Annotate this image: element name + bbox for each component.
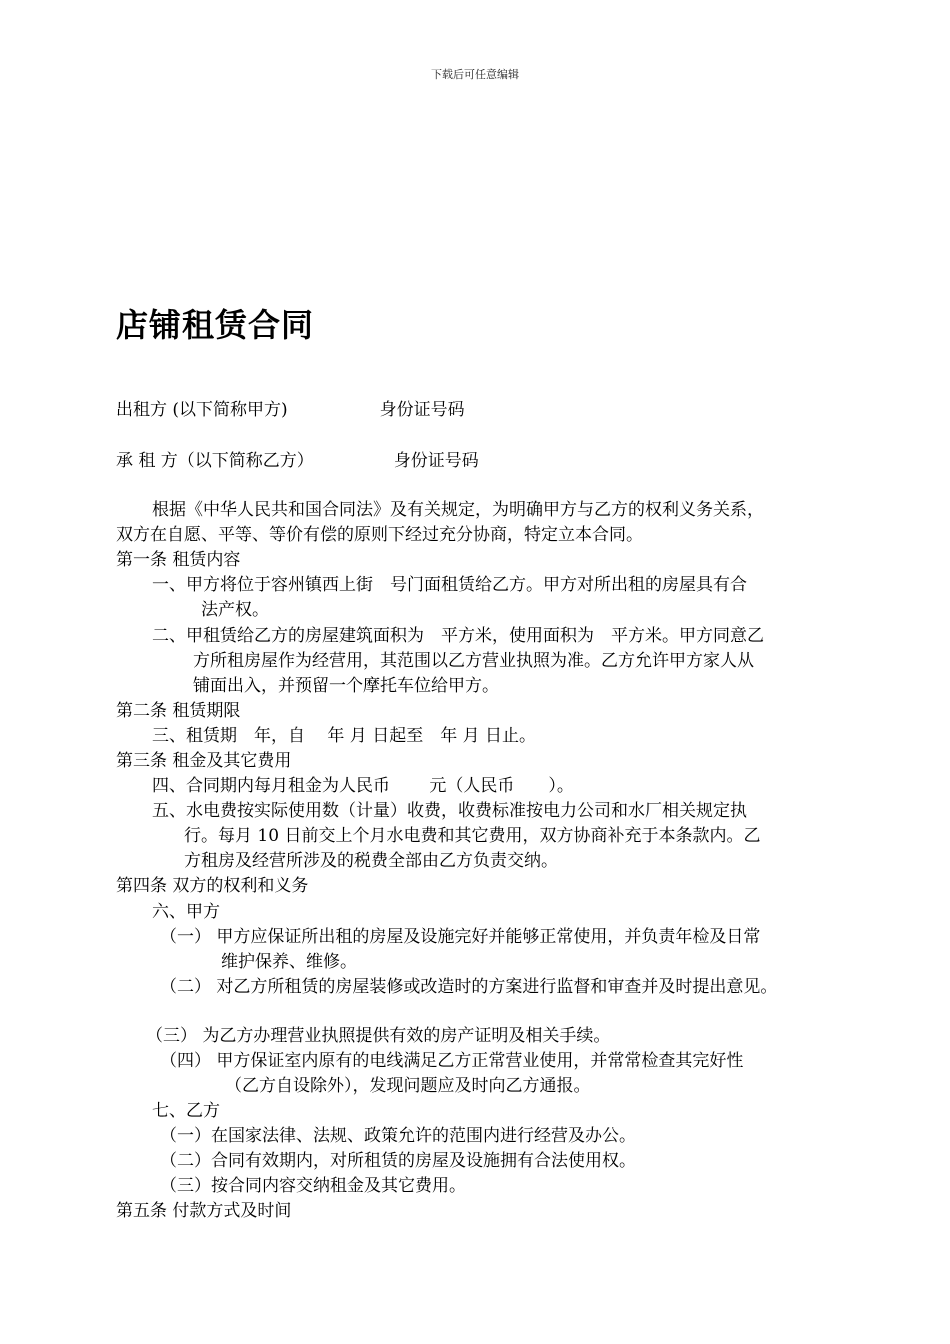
- article-4-item-7: 七、乙方: [152, 1101, 220, 1121]
- article-4-a2: （二） 对乙方所租赁的房屋装修或改造时的方案进行监督和审查并及时提出意见。: [160, 977, 778, 997]
- article-4-item-6: 六、甲方: [152, 902, 220, 922]
- article-1-item-1-line-2: 法产权。: [201, 600, 269, 620]
- lessee-line: [116, 449, 479, 474]
- article-5-heading: 第五条 付款方式及时间: [116, 1201, 292, 1221]
- article-4-a1-line-2: 维护保养、维修。: [221, 952, 357, 972]
- lessee-id-label: 身份证号码: [393, 451, 479, 471]
- preamble-line-2: 双方在自愿、平等、等价有偿的原则下经过充分协商，特定立本合同。: [116, 525, 643, 545]
- article-1-item-2-line-1: 二、甲租赁给乙方的房屋建筑面积为 平方米，使用面积为 平方米。甲方同意乙: [152, 626, 764, 646]
- page-header: 下载后可任意编辑: [431, 68, 519, 81]
- article-1-item-1-line-1: 一、甲方将位于容州镇西上街 号门面租赁给乙方。甲方对所出租的房屋具有合: [152, 575, 747, 595]
- lessor-line: [116, 398, 465, 423]
- article-3-item-5-line-2: 行。每月 10 日前交上个月水电费和其它费用，双方协商补充于本条款内。乙: [184, 826, 761, 846]
- article-4-heading: 第四条 双方的权利和义务: [116, 876, 309, 896]
- lessor-id-label: 身份证号码: [379, 400, 465, 420]
- article-3-item-5-line-1: 五、水电费按实际使用数（计量）收费，收费标准按电力公司和水厂相关规定执: [152, 801, 747, 821]
- article-3-item-5-line-3: 方租房及经营所涉及的税费全部由乙方负责交纳。: [184, 851, 558, 871]
- article-1-heading: 第一条 租赁内容: [116, 550, 241, 570]
- article-4-b2: （二）合同有效期内，对所租赁的房屋及设施拥有合法使用权。: [160, 1151, 636, 1171]
- article-4-a4-line-1: （四） 甲方保证室内原有的电线满足乙方正常营业使用，并常常检查其完好性: [160, 1051, 744, 1071]
- article-3-item-4: 四、合同期内每月租金为人民币 元（人民币 ）。: [152, 776, 574, 796]
- document-title: 店铺租赁合同: [116, 306, 315, 344]
- article-4-b1: （一）在国家法律、法规、政策允许的范围内进行经营及办公。: [160, 1126, 636, 1146]
- article-1-item-2-line-2: 方所租房屋作为经营用，其范围以乙方营业执照为准。乙方允许甲方家人从: [193, 651, 754, 671]
- article-2-item-3: 三、租赁期 年，自 年 月 日起至 年 月 日止。: [152, 726, 537, 746]
- article-1-item-2-line-3: 铺面出入，并预留一个摩托车位给甲方。: [193, 676, 499, 696]
- article-3-heading: 第三条 租金及其它费用: [116, 751, 292, 771]
- article-4-a4-line-2: （乙方自设除外），发现问题应及时向乙方通报。: [225, 1076, 591, 1096]
- article-4-a3: （三） 为乙方办理营业执照提供有效的房产证明及相关手续。: [146, 1026, 611, 1046]
- article-4-a1-line-1: （一） 甲方应保证所出租的房屋及设施完好并能够正常使用，并负责年检及日常: [160, 927, 761, 947]
- preamble-line-1: 根据《中华人民共和国合同法》及有关规定，为明确甲方与乙方的权利义务关系，: [152, 500, 764, 520]
- lessor-label: 出租方 (以下简称甲方): [116, 400, 288, 420]
- lessee-label: 承 租 方（以下简称乙方）: [116, 451, 314, 471]
- article-4-b3: （三）按合同内容交纳租金及其它费用。: [160, 1176, 466, 1196]
- article-2-heading: 第二条 租赁期限: [116, 701, 241, 721]
